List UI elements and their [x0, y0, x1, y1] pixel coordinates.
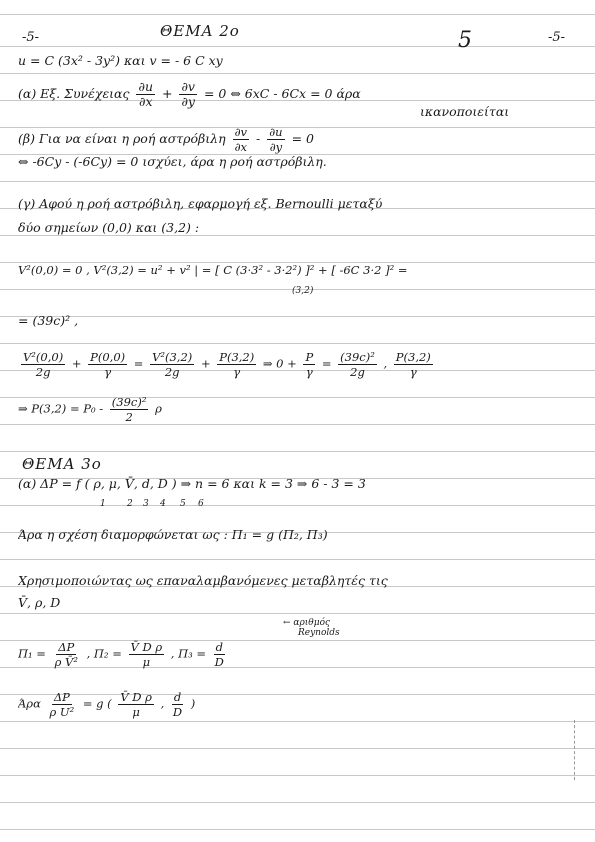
v39c-num: (39c)²: [111, 395, 147, 409]
margin-mark: [574, 720, 576, 780]
velocity-result-text: = (39c)² ,: [18, 313, 79, 328]
relation-form: [18, 526, 580, 544]
marker-1: 1: [100, 499, 106, 509]
part-a-satisfied: [420, 103, 580, 121]
part-b-result: [18, 153, 580, 171]
p32b-over-gamma: [394, 350, 433, 379]
pi2-num: V̄ D ρ: [130, 640, 163, 654]
dy-denominator: ∂y: [181, 94, 195, 109]
final-close-paren: ): [190, 696, 196, 711]
bern-comma: ,: [383, 356, 388, 371]
repeating-vars-text-1: Χρησιμοποιώντας ως επαναλαμβανόμενες μεταβλητές τις: [18, 573, 388, 588]
page-marker-right: -5-: [548, 30, 566, 45]
satisfied-text: ικανοποιείται: [420, 104, 510, 119]
part-c-text-2: δύο σημείων (0,0) και (3,2) :: [18, 220, 200, 235]
v00-num: V²(0,0): [23, 350, 64, 364]
p32-num: P(3,2): [219, 350, 255, 364]
eval-point-text: (3,2): [292, 286, 314, 296]
p-num: P: [305, 350, 314, 364]
part-c-text-1: (γ) Αφού η ροή αστρόβιλη, εφαρμογή εξ. Bernoulli μεταξύ: [18, 196, 383, 211]
pi3-num: d: [215, 640, 223, 654]
final-relation: [18, 690, 580, 719]
annotation-reynolds: Reynolds: [298, 628, 340, 638]
v39c-over-2: [110, 395, 149, 424]
pi1-fraction: [53, 640, 80, 669]
pressure-result: [18, 395, 580, 424]
velocity-squared-text: V²(0,0) = 0 , V²(3,2) = u² + v² | = [ C (3·3² - 3·2²) ]² + [ -6C 3·2 ]² =: [18, 263, 408, 277]
pi3-fraction: [213, 640, 226, 669]
bern-equals: =: [133, 356, 144, 371]
dy-den-b: ∂y: [269, 140, 283, 154]
page-marker-left: -5-: [22, 30, 40, 45]
part-a-equation: = 0 ⇔ 6xC - 6Cx = 0 άρα: [203, 86, 361, 101]
bern-plus-1: +: [71, 356, 82, 371]
equals-zero: = 0: [291, 131, 314, 146]
p32b-num: P(3,2): [395, 350, 431, 364]
final-dd-fraction: [171, 690, 184, 719]
pi2-den: μ: [142, 655, 151, 669]
plus-sign: +: [161, 86, 173, 101]
marker-2: 2: [127, 499, 133, 509]
marker-5: 5: [180, 499, 186, 509]
du-dx-fraction: [136, 80, 155, 109]
part-c-bernoulli-1: [18, 195, 580, 213]
final-dp-den: ρ U²: [49, 705, 75, 719]
dv-num-b: ∂v: [234, 125, 248, 139]
velocity-result-line: [18, 312, 580, 330]
du-numerator: ∂u: [138, 80, 153, 94]
v32-over-2g: [150, 350, 194, 379]
du-dy-fraction: [267, 125, 284, 154]
eval-point-label: [292, 282, 352, 300]
dv-dx-fraction: [233, 125, 249, 154]
p00-over-gamma: [88, 350, 127, 379]
pi1-label: Π₁ =: [18, 646, 46, 661]
repeating-vars-text-2: V̄, ρ, D: [18, 595, 61, 610]
bern-plus-2: +: [200, 356, 211, 371]
final-dp-num: ΔP: [53, 690, 70, 704]
pi3-den: D: [214, 655, 224, 669]
v39-den: 2g: [350, 365, 365, 379]
dimensional-function: (α) ΔP = f ( ρ, μ, V̄, d, D ) ⇒ n = 6 και k = 3 ⇒ 6 - 3 = 3: [18, 476, 366, 491]
marker-3: 3: [143, 499, 149, 509]
bern-equals-2: =: [321, 356, 332, 371]
p32-over-gamma: [217, 350, 256, 379]
part-a-dimensional: [18, 475, 580, 493]
v39c-den: 2: [125, 410, 133, 424]
dx-den-b: ∂x: [234, 140, 248, 154]
final-dd-den: D: [172, 705, 183, 719]
pi1-den: ρ V̄²: [54, 655, 78, 669]
final-re-num: V̄ D ρ: [120, 690, 152, 704]
pressure-result-a: ⇒ P(3,2) = P₀ -: [18, 401, 104, 416]
dv-dy-fraction: [179, 80, 197, 109]
p32-den: γ: [233, 365, 241, 379]
v00-over-2g: [21, 350, 65, 379]
velocity-field-line: [18, 52, 580, 70]
final-re-fraction: [118, 690, 154, 719]
velocity-squared-line: [18, 261, 580, 279]
part-c-bernoulli-2: [18, 219, 580, 237]
p-over-gamma: [303, 350, 315, 379]
dv-numerator: ∂v: [181, 80, 195, 94]
marker-4: 4: [160, 499, 166, 509]
part-b-text: (β) Για να είναι η ροή αστρόβιλη: [18, 131, 226, 146]
p00-num: P(0,0): [90, 350, 126, 364]
final-comma: ,: [160, 696, 165, 711]
rho-symbol: ρ: [155, 401, 162, 416]
relation-form-text: Άρα η σχέση διαμορφώνεται ως : Π₁ = g (Π₂, Π₃): [18, 527, 328, 542]
marker-6: 6: [198, 499, 204, 509]
bern-implies: ⇒ 0 +: [262, 356, 297, 371]
p32b-den: γ: [409, 365, 417, 379]
pi2-label: , Π₂ =: [86, 646, 122, 661]
pi2-fraction: [129, 640, 165, 669]
v32-num: V²(3,2): [152, 350, 193, 364]
part-a-label: (α) Εξ. Συνέχειας: [18, 86, 130, 101]
bernoulli-equation: [18, 350, 580, 379]
v00-den: 2g: [35, 365, 51, 379]
repeating-vars-2: [18, 594, 580, 612]
v39c-over-2g: [338, 350, 377, 379]
pi-groups: [18, 640, 580, 669]
final-relation-a: Άρα: [18, 696, 41, 711]
annotation-arithmos: ← αριθμός: [283, 618, 331, 628]
p00-den: γ: [104, 365, 112, 379]
v32-den: 2g: [164, 365, 180, 379]
section-title-2: ΘΕΜΑ 2ο: [160, 22, 240, 40]
velocity-field-text: u = C (3x² - 3y²) και v = - 6 C xy: [18, 53, 223, 68]
final-equals-g: = g (: [82, 696, 112, 711]
final-dd-num: d: [173, 690, 182, 704]
v39-num: (39c)²: [340, 350, 375, 364]
minus-sign: -: [256, 131, 261, 146]
du-num-b: ∂u: [269, 125, 283, 139]
pi1-num: ΔP: [58, 640, 75, 654]
page-number: 5: [458, 28, 472, 53]
final-re-den: μ: [132, 705, 140, 719]
part-b-irrotational: [18, 125, 580, 154]
repeating-vars-1: [18, 572, 580, 590]
part-b-result-text: ⇔ -6Cy - (-6Cy) = 0 ισχύει, άρα η ροή αστρόβιλη.: [18, 154, 327, 169]
final-dp-fraction: [48, 690, 77, 719]
section-title-3: ΘΕΜΑ 3ο: [22, 455, 102, 473]
pi3-label: , Π₃ =: [170, 646, 207, 661]
p-den: γ: [305, 365, 313, 379]
dx-denominator: ∂x: [138, 94, 153, 109]
